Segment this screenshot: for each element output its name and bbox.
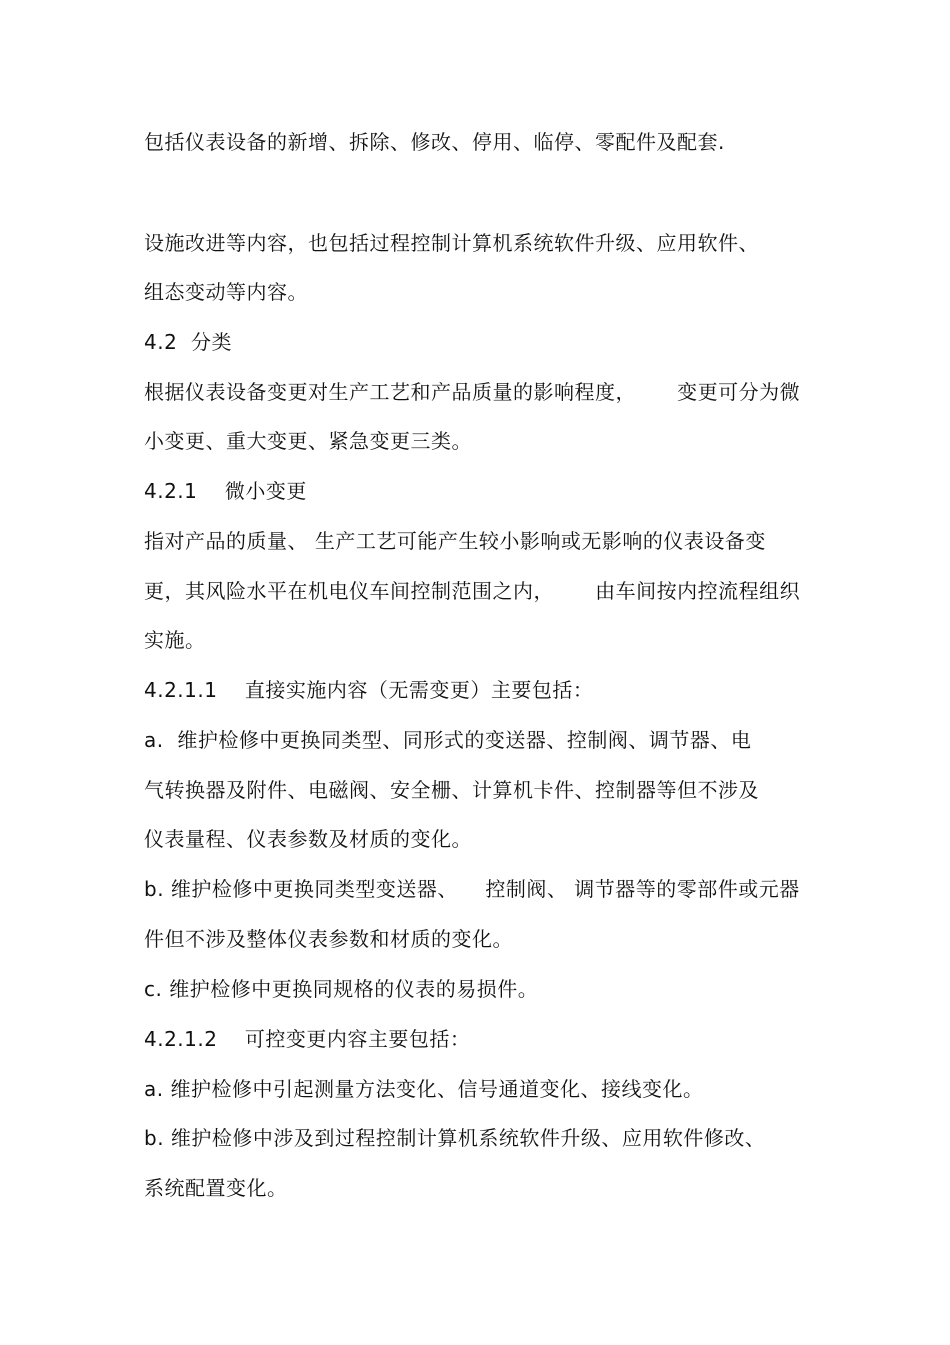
text-line-19: a. 维护检修中引起测量方法变化、信号通道变化、接线变化。 <box>144 1077 704 1101</box>
section-heading-4-2-1: 4.2.1 微小变更 <box>144 479 307 503</box>
text-line-2: 设施改进等内容，也包括过程控制计算机系统软件升级、应用软件、 <box>144 231 759 255</box>
text-line-5: 根据仪表设备变更对生产工艺和产品质量的影响程度， 变更可分为微 <box>144 380 801 404</box>
section-heading-4-2-1-1: 4.2.1.1 直接实施内容（无需变更）主要包括： <box>144 678 594 702</box>
text-line-15: b. 维护检修中更换同类型变送器、 控制阀、 调节器等的零部件或元器 <box>144 877 800 901</box>
text-line-12: a. 维护检修中更换同类型、同形式的变送器、控制阀、调节器、电 <box>144 728 752 752</box>
text-line-6: 小变更、重大变更、紧急变更三类。 <box>144 429 472 453</box>
section-heading-4-2: 4.2 分类 <box>144 330 233 354</box>
text-line-8: 指对产品的质量、 生产工艺可能产生较小影响或无影响的仪表设备变 <box>144 529 766 553</box>
text-line-3: 组态变动等内容。 <box>144 280 308 304</box>
text-line-17: c. 维护检修中更换同规格的仪表的易损件。 <box>144 977 539 1001</box>
text-line-14: 仪表量程、仪表参数及材质的变化。 <box>144 827 472 851</box>
text-line-16: 件但不涉及整体仪表参数和材质的变化。 <box>144 927 513 951</box>
text-line-10: 实施。 <box>144 628 206 652</box>
text-line-21: 系统配置变化。 <box>144 1176 288 1200</box>
text-line-13: 气转换器及附件、电磁阀、安全栅、计算机卡件、控制器等但不涉及 <box>144 778 759 802</box>
text-line-20: b. 维护检修中涉及到过程控制计算机系统软件升级、应用软件修改、 <box>144 1126 766 1150</box>
text-line-9: 更，其风险水平在机电仪车间控制范围之内， 由车间按内控流程组织 <box>144 579 801 603</box>
section-heading-4-2-1-2: 4.2.1.2 可控变更内容主要包括： <box>144 1027 471 1051</box>
text-line-1: 包括仪表设备的新增、拆除、修改、停用、临停、零配件及配套. <box>144 130 725 154</box>
